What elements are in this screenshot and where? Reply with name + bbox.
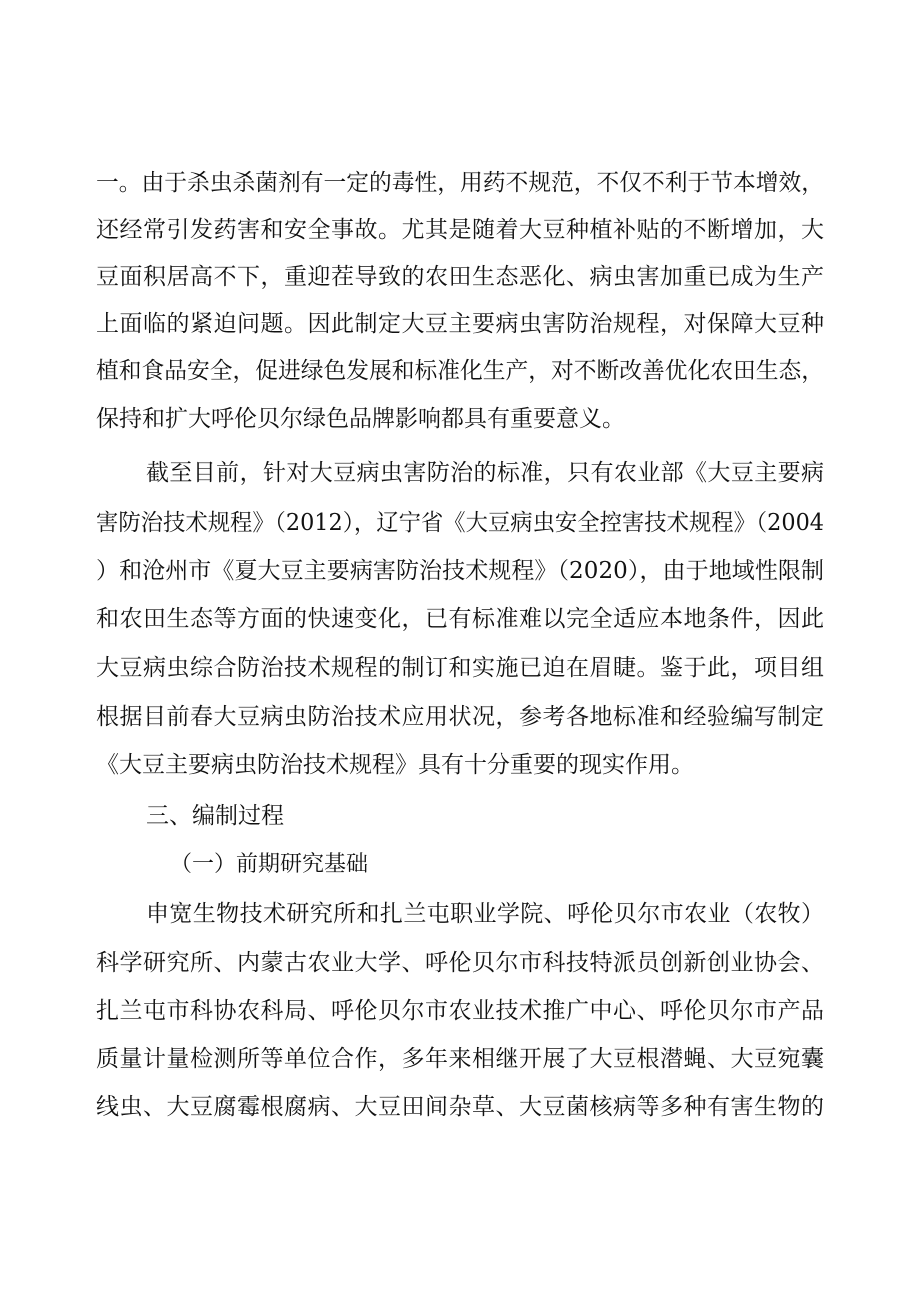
paragraph2-line-6: 根据目前春大豆病虫防治技术应用状况，参考各地标准和经验编写制定 [96, 704, 825, 730]
section-heading: 三、编制过程 [146, 803, 284, 829]
paragraph1-line-6: 保持和扩大呼伦贝尔绿色品牌影响都具有重要意义。 [96, 406, 625, 432]
paragraph2-line-2: 害防治技术规程》（2012），辽宁省《大豆病虫安全控害技术规程》（2004 [96, 510, 824, 536]
paragraph3-line-1: 申宽生物技术研究所和扎兰屯职业学院、呼伦贝尔市农业（农牧） [146, 901, 825, 927]
paragraph3-line-5: 线虫、大豆腐霉根腐病、大豆田间杂草、大豆菌核病等多种有害生物的 [96, 1094, 825, 1120]
paragraph1-line-5: 植和食品安全，促进绿色发展和标准化生产，对不断改善优化农田生态， [96, 358, 824, 384]
paragraph2-line-7: 《大豆主要病虫防治技术规程》具有十分重要的现实作用。 [96, 752, 694, 778]
paragraph2-line-1: 截至目前，针对大豆病虫害防治的标准，只有农业部《大豆主要病 [146, 460, 825, 486]
subsection-heading: （一）前期研究基础 [170, 852, 369, 877]
paragraph3-line-4: 质量计量检测所等单位合作，多年来相继开展了大豆根潜蝇、大豆宛囊 [96, 1046, 825, 1072]
paragraph1-line-4: 上面临的紧迫问题。因此制定大豆主要病虫害防治规程，对保障大豆种 [96, 311, 825, 337]
paragraph2-line-4: 和农田生态等方面的快速变化，已有标准难以完全适应本地条件，因此 [96, 606, 825, 632]
paragraph2-line-5: 大豆病虫综合防治技术规程的制订和实施已迫在眉睫。鉴于此，项目组 [96, 655, 825, 681]
paragraph1-line-2: 还经常引发药害和安全事故。尤其是随着大豆种植补贴的不断增加，大 [96, 217, 825, 243]
paragraph2-line-3: ）和沧州市《夏大豆主要病害防治技术规程》（2020），由于地域性限制 [96, 558, 825, 584]
paragraph1-line-1: 一。由于杀虫杀菌剂有一定的毒性，用药不规范，不仅不利于节本增效， [96, 170, 824, 196]
paragraph3-line-3: 扎兰屯市科协农科局、呼伦贝尔市农业技术推广中心、呼伦贝尔市产品 [96, 998, 825, 1024]
paragraph1-line-3: 豆面积居高不下，重迎茬导致的农田生态恶化、病虫害加重已成为生产 [96, 264, 825, 290]
paragraph3-line-2: 科学研究所、内蒙古农业大学、呼伦贝尔市科技特派员创新创业协会、 [96, 950, 825, 976]
